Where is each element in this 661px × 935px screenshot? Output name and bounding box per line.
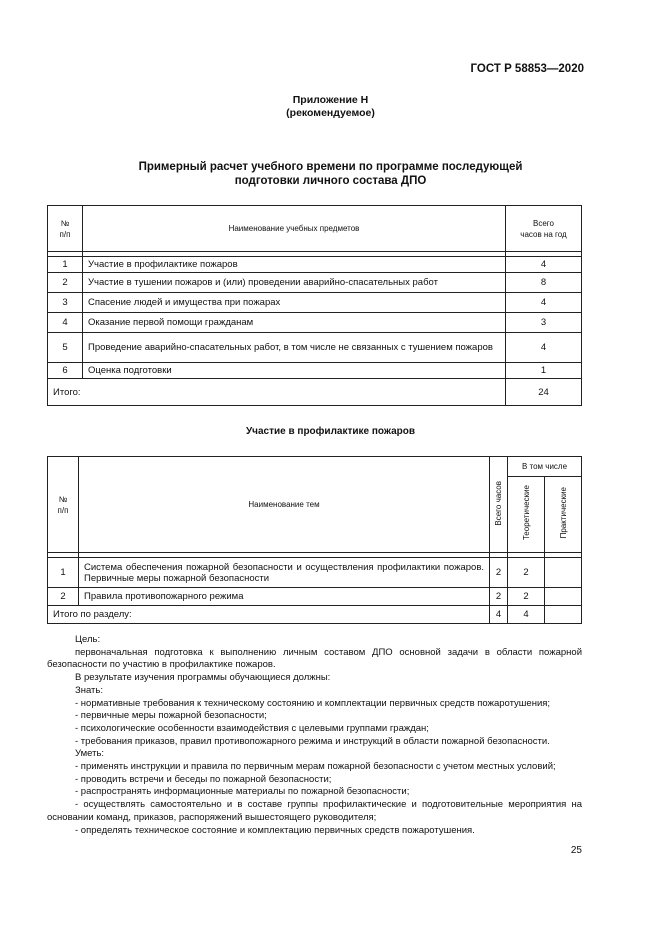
- list-item: - осуществлять самостоятельно и в составе группы профилактические и подготовительные мероприятия на основании команд, приказов, распоряжений вышестоящего руководителя;: [47, 799, 582, 823]
- col-header-theory: Теоретические: [508, 477, 545, 553]
- col-header-number: № п/п: [48, 206, 83, 252]
- row-hours: 4: [506, 333, 582, 363]
- row-theory: 2: [508, 588, 545, 606]
- row-subject: Участие в тушении пожаров и (или) проведении аварийно-спасательных работ: [83, 273, 506, 293]
- goal-text: первоначальная подготовка к выполнению личным составом ДПО основной задачи в области пожарной безопасности по участию в профилактике пожаров.: [47, 646, 582, 671]
- total-value: 24: [506, 379, 582, 406]
- page-title: [0, 160, 661, 188]
- table-row: [48, 588, 582, 606]
- row-hours: 3: [506, 313, 582, 333]
- row-practice: [545, 558, 582, 588]
- list-item: - проводить встречи и беседы по пожарной безопасности;: [75, 773, 332, 785]
- appendix-status: (рекомендуемое): [286, 107, 375, 119]
- row-number: 2: [48, 273, 83, 293]
- row-number: 6: [48, 363, 83, 379]
- row-subject: Участие в профилактике пожаров: [83, 257, 506, 273]
- total-label: Итого по разделу:: [48, 606, 490, 624]
- list-item: - определять техническое состояние и комплектацию первичных средств пожаротушения.: [75, 824, 475, 836]
- row-hours: 4: [506, 257, 582, 273]
- row-hours: 1: [506, 363, 582, 379]
- list-item: - применять инструкции и правила по первичным мерам пожарной безопасности с учетом местных условий;: [75, 761, 556, 773]
- table-header-row: [48, 457, 582, 477]
- total-value: 4: [490, 606, 508, 624]
- col-header-total: Всего часов: [490, 457, 508, 553]
- list-item: - психологические особенности взаимодействия с целевыми группами граждан;: [75, 722, 429, 734]
- appendix-heading: [0, 94, 661, 120]
- table-row: [48, 293, 582, 313]
- row-total: 2: [490, 558, 508, 588]
- row-practice: [545, 588, 582, 606]
- list-item: - требования приказов, правил противопожарного режима и инструкций в области пожарной безопасности.: [75, 735, 550, 747]
- section-subtitle: Участие в профилактике пожаров: [245, 426, 416, 437]
- row-number: 4: [48, 313, 83, 333]
- col-header-including: В том числе: [508, 457, 582, 477]
- topics-table: [47, 456, 582, 624]
- row-topic: Система обеспечения пожарной безопасности и осуществления профилактики пожаров. Первичные меры пожарной безопасности: [79, 558, 490, 588]
- page-number: 25: [570, 845, 582, 856]
- row-hours: 4: [506, 293, 582, 313]
- row-number: 3: [48, 293, 83, 313]
- appendix-label: Приложение Н: [292, 94, 369, 106]
- row-theory: 2: [508, 558, 545, 588]
- total-label: Итого:: [48, 379, 506, 406]
- table-total-row: [48, 606, 582, 624]
- col-header-hours: Всего часов на год: [506, 206, 582, 252]
- title-line-1: Примерный расчет учебного времени по программе последующей: [138, 161, 523, 173]
- row-number: 2: [48, 588, 79, 606]
- can-label: Уметь:: [75, 748, 105, 760]
- total-theory: 4: [508, 606, 545, 624]
- total-practice: [545, 606, 582, 624]
- row-number: 1: [48, 558, 79, 588]
- table-total-row: [48, 379, 582, 406]
- body-text: [47, 634, 582, 837]
- table-row: [48, 363, 582, 379]
- list-item: - первичные меры пожарной безопасности;: [75, 710, 267, 722]
- row-subject: Оценка подготовки: [83, 363, 506, 379]
- list-item: - распространять информационные материалы по пожарной безопасности;: [75, 786, 410, 798]
- subjects-table: [47, 205, 582, 406]
- row-subject: Спасение людей и имущества при пожарах: [83, 293, 506, 313]
- result-text: В результате изучения программы обучающиеся должны:: [75, 672, 331, 684]
- know-label: Знать:: [75, 684, 103, 696]
- row-subject: Проведение аварийно-спасательных работ, в том числе не связанных с тушением пожаров: [83, 333, 506, 363]
- table-header-row: [48, 206, 582, 252]
- title-line-2: подготовки личного состава ДПО: [234, 175, 427, 187]
- table-row: [48, 273, 582, 293]
- row-subject: Оказание первой помощи гражданам: [83, 313, 506, 333]
- table-row: [48, 257, 582, 273]
- table-row: [48, 313, 582, 333]
- row-number: 1: [48, 257, 83, 273]
- col-header-name: Наименование учебных предметов: [83, 206, 506, 252]
- row-number: 5: [48, 333, 83, 363]
- list-item: - нормативные требования к техническому состоянию и комплектации первичных средств пожаротушения;: [75, 697, 551, 709]
- goal-label: Цель:: [75, 634, 101, 645]
- row-topic: Правила противопожарного режима: [79, 588, 490, 606]
- col-header-practice: Практические: [545, 477, 582, 553]
- row-total: 2: [490, 588, 508, 606]
- row-hours: 8: [506, 273, 582, 293]
- table-row: [48, 333, 582, 363]
- table-row: [48, 558, 582, 588]
- document-code: ГОСТ Р 58853—2020: [470, 63, 584, 75]
- col-header-topic: Наименование тем: [79, 457, 490, 553]
- col-header-number: № п/п: [48, 457, 79, 553]
